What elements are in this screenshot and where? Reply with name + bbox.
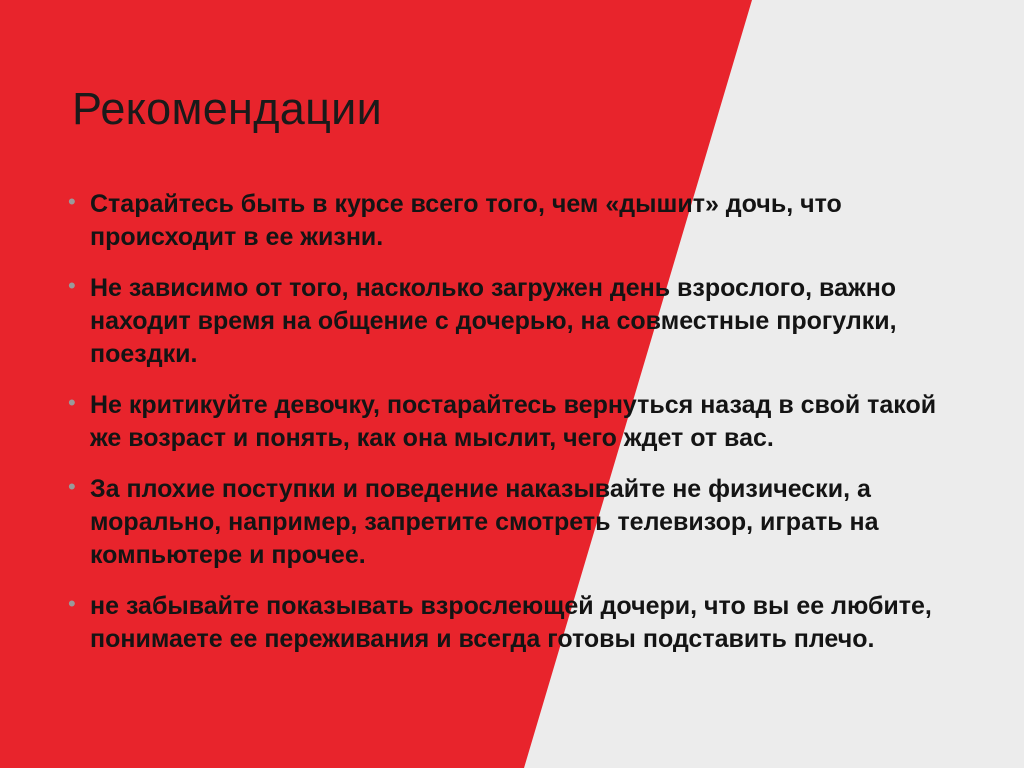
bullet-item — [66, 272, 966, 371]
bullet-dot-icon: • — [68, 390, 76, 415]
bullet-item — [66, 590, 966, 656]
bullet-text: За плохие поступки и поведение наказывайте не физически, а морально, например, запретите смотреть телевизор, играть на компьютере и прочее. — [90, 475, 879, 569]
bullet-text: Не критикуйте девочку, постарайтесь вернуться назад в свой такой же возраст и понять, как она мыслит, чего ждет от вас. — [90, 391, 937, 452]
bullet-item — [66, 473, 966, 572]
bullet-item — [66, 188, 966, 254]
bullet-list — [66, 188, 966, 674]
bullet-dot-icon: • — [68, 474, 76, 499]
bullet-dot-icon: • — [68, 591, 76, 616]
slide-title: Рекомендации — [72, 83, 383, 134]
bullet-dot-icon: • — [68, 273, 76, 298]
bullet-text: Не зависимо от того, насколько загружен день взрослого, важно находит время на общение с дочерью, на совместные прогулки, поездки. — [90, 274, 897, 368]
bullet-text: Старайтесь быть в курсе всего того, чем «дышит» дочь, что происходит в ее жизни. — [90, 190, 842, 251]
bullet-item — [66, 389, 966, 455]
bullet-text: не забывайте показывать взрослеющей дочери, что вы ее любите, понимаете ее переживания и всегда готовы подставить плечо. — [90, 592, 932, 653]
bullet-dot-icon: • — [68, 189, 76, 214]
